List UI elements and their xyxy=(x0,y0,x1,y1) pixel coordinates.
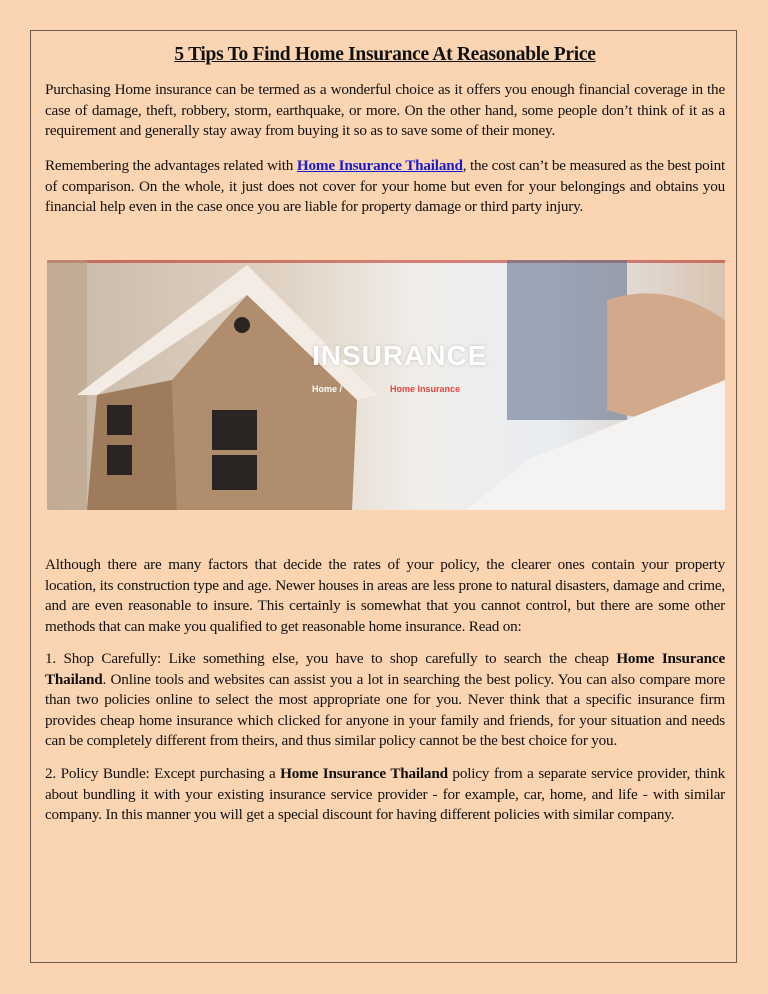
text: policy from a separate service provider, think about bundling it with your existing insurance service provider - for example, car, home, and life - with similar company. In this manner you will get a special discount for having different policies with similar company. xyxy=(45,765,725,823)
image-breadcrumb xyxy=(312,384,460,394)
text: 1. Shop Carefully: Like something else, you have to shop carefully to search the cheap xyxy=(45,650,617,667)
text: Remembering the advantages related with xyxy=(45,157,297,174)
paragraph-intro: Purchasing Home insurance can be termed as a wonderful choice as it offers you enough financial coverage in the case of damage, theft, robbery, storm, earthquake, or more. On the other hand, some people don’t think of it as a requirement and generally stay away from buying it so as to save some of their money. xyxy=(45,81,725,139)
paragraph-factors: Although there are many factors that decide the rates of your policy, the clearer ones contain your property location, its construction type and age. Newer houses in areas are less prone to natural disasters, damage and crime, and are even reasonable to insure. This certainly is somewhat that you cannot control, but there are some other methods that can make you qualified to get reasonable home insurance. Read on: xyxy=(45,556,725,635)
text: . Online tools and websites can assist you a lot in searching the best policy. You can also compare more than two policies online to select the most appropriate one for you. Never think that a specific insurance firm provides cheap home insurance which clicked for anyone in your family and friends, for your situation and needs can be completely different from theirs, and thus similar policy cannot be the best choice for you. xyxy=(45,670,725,749)
bold-text: Home Insurance Thailand xyxy=(45,650,725,688)
page-title: 5 Tips To Find Home Insurance At Reasonable Price xyxy=(174,44,596,65)
crumb-current: Home Insurance xyxy=(390,384,461,394)
paragraph-advantages xyxy=(45,156,725,218)
image-heading: INSURANCE xyxy=(312,340,488,371)
insurance-hero-image xyxy=(47,260,725,510)
paragraph-tip-1 xyxy=(45,649,725,752)
text: , the cost can’t be measured as the best point of comparison. On the whole, it just does not cover for your home but even for your belongings and obtains you financial help even in the case once you are liable for property damage or third party injury. xyxy=(45,157,725,215)
bold-text: Home Insurance Thailand xyxy=(280,765,448,782)
paragraph-tip-2 xyxy=(45,764,725,826)
home-insurance-thailand-link[interactable]: Home Insurance Thailand xyxy=(296,157,463,174)
crumb-separator: / xyxy=(339,384,343,394)
crumb-home: Home xyxy=(312,384,338,394)
text: 2. Policy Bundle: Except purchasing a xyxy=(45,765,281,782)
